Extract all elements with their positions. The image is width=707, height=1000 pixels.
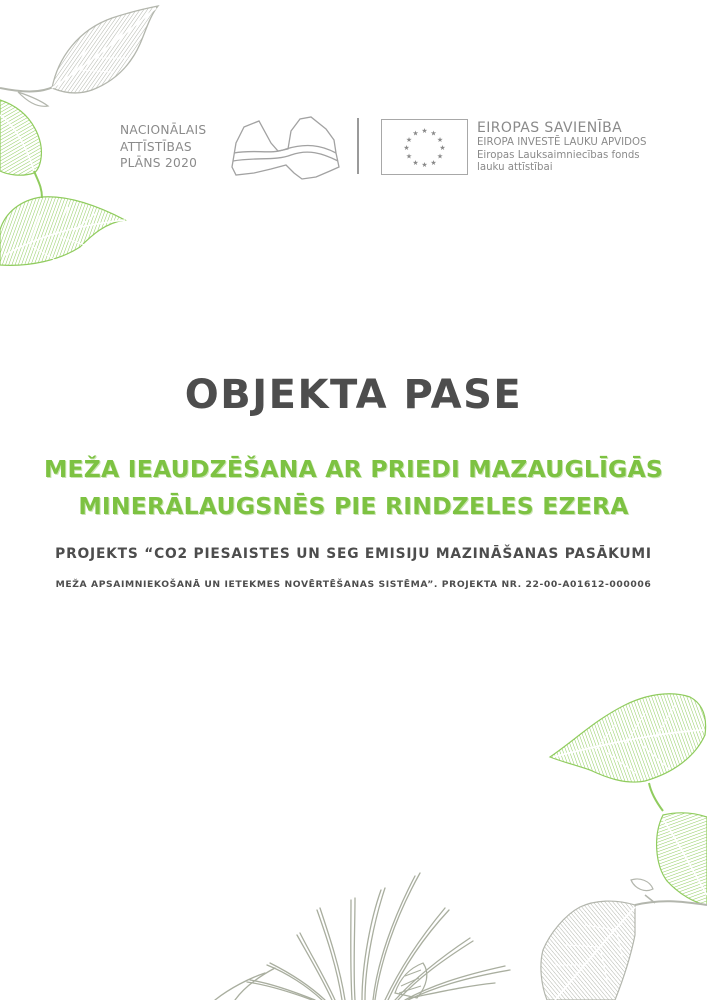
svg-text:★: ★ <box>421 127 428 135</box>
nap-line-1: NACIONĀLAIS <box>120 123 207 137</box>
birch-leaf-green-icon <box>545 685 707 905</box>
eu-line-1: EIROPA INVESTĒ LAUKU APVIDOS <box>477 137 647 148</box>
svg-text:★: ★ <box>412 159 419 167</box>
eu-logo-text <box>477 119 647 175</box>
nap-line-2: ATTĪSTĪBAS <box>120 139 192 154</box>
logo-divider <box>357 118 359 174</box>
nap-logo-text <box>120 122 206 172</box>
eu-flag-icon <box>381 119 468 175</box>
subtitle-line-2: MINERĀLAUGSNĒS PIE RINDZELES EZERA <box>78 492 629 520</box>
pine-branch-icon <box>205 868 535 1000</box>
svg-text:★: ★ <box>405 136 413 144</box>
svg-text:★: ★ <box>430 159 437 167</box>
svg-text:★: ★ <box>439 144 446 152</box>
birch-leaf-gray-icon <box>0 0 165 120</box>
birch-leaf-gray-icon <box>535 875 707 1000</box>
svg-text:★: ★ <box>436 136 444 144</box>
svg-text:★: ★ <box>436 152 444 161</box>
svg-text:★: ★ <box>405 152 413 161</box>
svg-text:★: ★ <box>421 161 428 169</box>
svg-text:★: ★ <box>412 129 419 138</box>
eu-line-3: lauku attīstībai <box>477 162 553 173</box>
svg-text:★: ★ <box>403 144 410 152</box>
document-subtitle <box>0 451 707 525</box>
eu-title: EIROPAS SAVIENĪBA <box>477 120 623 136</box>
birch-leaf-green-icon <box>0 95 130 280</box>
latvia-map-outline-icon <box>226 115 341 183</box>
subtitle-line-1: MEŽA IEAUDZĒŠANA AR PRIEDI MAZAUGLĪGĀS <box>43 455 664 483</box>
eu-line-2: Eiropas Lauksaimniecības fonds <box>477 149 640 161</box>
nap-line-3: PLĀNS 2020 <box>120 156 198 170</box>
document-title: OBJEKTA PASE <box>184 372 523 418</box>
project-name-line-1: PROJEKTS “CO2 PIESAISTES UN SEG EMISIJU MAZINĀŠANAS PASĀKUMI <box>55 546 652 562</box>
project-name-line-2: MEŽA APSAIMNIEKOŠANĀ UN IETEKMES NOVĒRTĒŠANAS SISTĒMA”. PROJEKTA NR. 22-00-A01612-000006 <box>55 579 652 590</box>
svg-text:★: ★ <box>430 129 437 138</box>
